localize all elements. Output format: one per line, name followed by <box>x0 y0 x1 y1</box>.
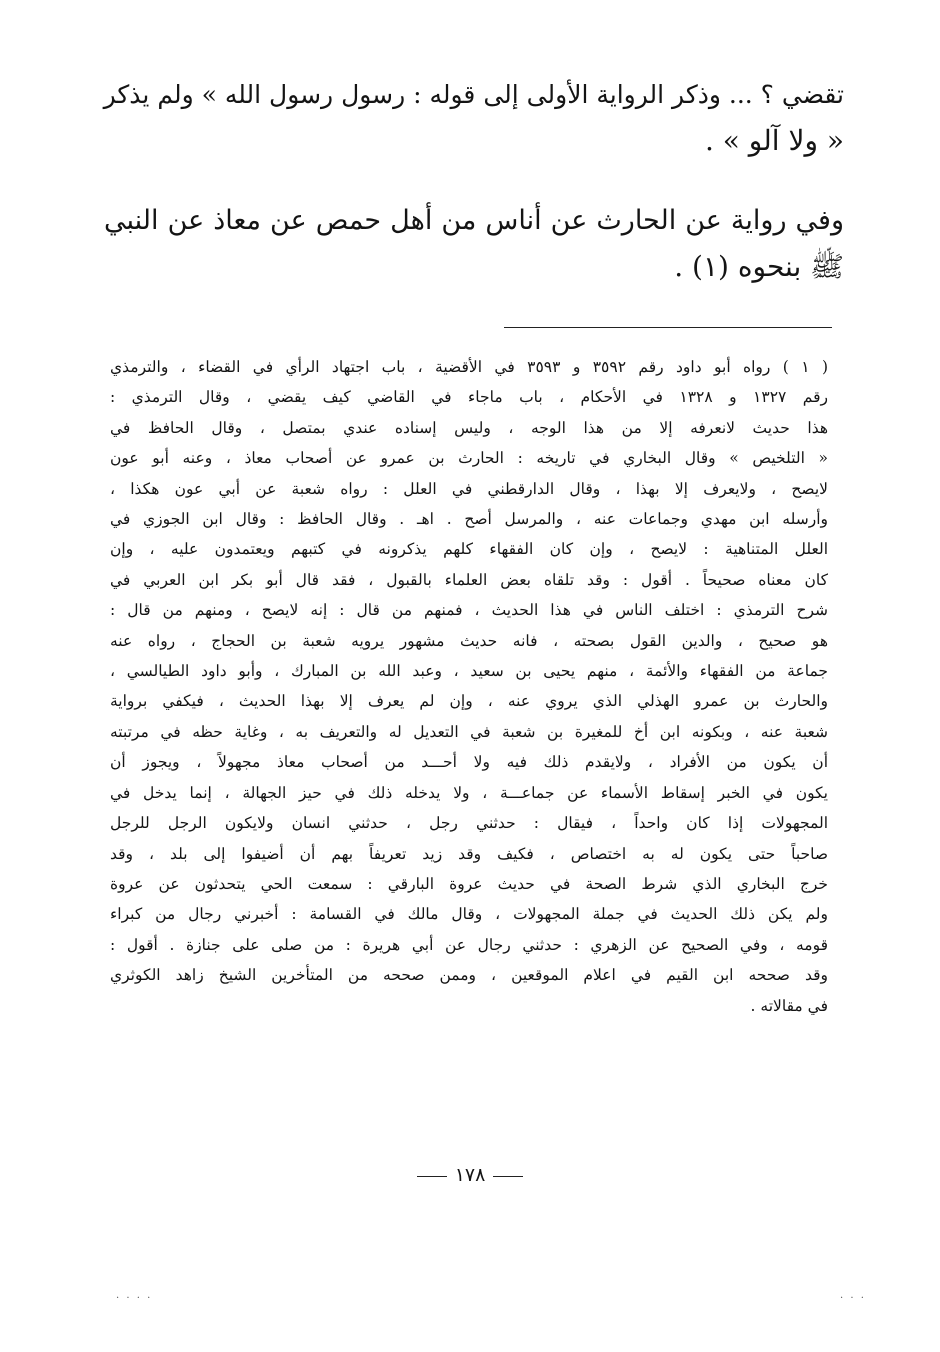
footnote-line: أن يكون من الأفراد ، ولايقدم ذلك فيه ولا أحـــد من أصحاب معاذ مجهولاً ، ويجوز أن <box>110 753 828 772</box>
footnote-line: هو صحيح ، والدين القول بصحته ، فانه حديث مشهور يرويه شعبة بن الحجاج ، رواه عنه <box>110 631 828 650</box>
footnote-line: خرج البخاري الذي شرط الصحة في حديث عروة البارقي : سمعت الحي يتحدثون عن عروة <box>110 874 828 893</box>
footnote-line: يكون في الخبر إسقاط الأسماء عن جماعـــة ، ولا يدخله ذلك في حيز الجهالة ، إنما يدخل في <box>110 783 828 802</box>
footnote-line: وقد صححه ابن القيم في اعلام الموقعين ، وممن صححه من المتأخرين الشيخ زاهد الكوثري <box>110 966 828 985</box>
main-line: ﷺ بنحوه (١) . <box>674 250 844 283</box>
footnote-line: رقم ١٣٢٧ و ١٣٢٨ في الأحكام ، باب ماجاء في القاضي كيف يقضي ، وقال الترمذي : <box>110 388 829 407</box>
footnote-line: والحارث بن عمرو الهذلي الذي يروي عنه ، وإن لم يعرف إلا بهذا الحديث ، فيكفي برواية <box>110 692 828 711</box>
footnote-line: ( ١ ) رواه أبو داود رقم ٣٥٩٢ و ٣٥٩٣ في الأقضية ، باب اجتهاد الرأي في القضاء ، والترمذي <box>110 358 828 376</box>
footnote-line: في مقالاته . <box>750 996 828 1015</box>
footnote-line: وأرسله ابن مهدي وجماعات عنه ، والمرسل أصح . اهـ . وقال الحافظ : وقال ابن الجوزي في <box>110 510 828 529</box>
footnote-line: كان معناه صحيحاً . أقول : وقد تلقاه بعض العلماء بالقبول ، فقد قال أبو بكر ابن العربي في <box>110 570 828 589</box>
scan-mark-right: . . . <box>840 1290 866 1301</box>
footnote-line: قومه ، وفي الصحيح عن الزهري : حدثني رجال عن أبي هريرة : من صلى على جنازة . أقول : <box>110 935 828 954</box>
footnote-line: « التلخيص » وقال البخاري في تاريخه : الحارث بن عمرو عن أصحاب معاذ ، وعنه أبو عون <box>110 449 828 468</box>
main-line: « ولا آلو » . <box>704 124 844 157</box>
footnote-line: جماعة من الفقهاء والأئمة ، منهم يحيى بن سعيد ، وعبد الله بن المبارك ، وأبو داود الطيالسي ، <box>110 662 828 681</box>
page-number-dash-right <box>493 1176 523 1177</box>
main-text <box>104 72 844 290</box>
footnote-line: شعبة عنه ، وبكونه ابن أخ للمغيرة بن شعبة في التعديل له والتعريف به ، وغاية حظه في مرتبته <box>110 722 828 741</box>
scan-mark-left: . . . . <box>116 1290 153 1301</box>
main-line: تقضي ؟ ... وذكر الرواية الأولى إلى قوله : رسول رسول الله » ولم يذكر <box>103 80 844 109</box>
footnote-line: العلل المتناهية : لايصح ، وإن كان الفقهاء كلهم يذكرونه في كتبهم ويعتمدون عليه ، وإن <box>110 540 828 559</box>
footnote-line: ولم يكن ذلك الحديث في جملة المجهولات ، وقال مالك في القسامة : أخبرني رجال من كبراء <box>110 905 828 924</box>
page-number-dash-left <box>417 1176 447 1177</box>
footnotes <box>110 352 828 1021</box>
page-number <box>0 1164 940 1186</box>
footnote-line: صاحباً حتى يكون له به اختصاص ، فكيف وقد زيد تعريفاً بهم أن أضيفوا إلى بلد ، وقد <box>110 844 828 863</box>
footnote-separator <box>504 327 832 328</box>
footnote-line: هذا حديث لانعرفه إلا من هذا الوجه ، وليس إسناده عندي بمتصل ، وقال الحافظ في <box>110 418 828 437</box>
page-number-text: ١٧٨ <box>454 1164 486 1186</box>
footnote-line: المجهولات إذا كان واحداً ، فيقال : حدثني رجل ، حدثني انسان ولايكون الرجل للرجل <box>110 814 828 833</box>
main-line: وفي رواية عن الحارث عن أناس من أهل حمص عن معاذ عن النبي <box>104 205 844 236</box>
footnote-line: لايصح ، ولايعرف إلا بهذا ، وقال الدارقطني في العلل : رواه شعبة عن أبي عون هكذا ، <box>110 479 828 498</box>
footnote-line: شرح الترمذي : اختلف الناس في هذا الحديث ، فمنهم من قال : إنه لايصح ، ومنهم من قال : <box>110 601 828 620</box>
